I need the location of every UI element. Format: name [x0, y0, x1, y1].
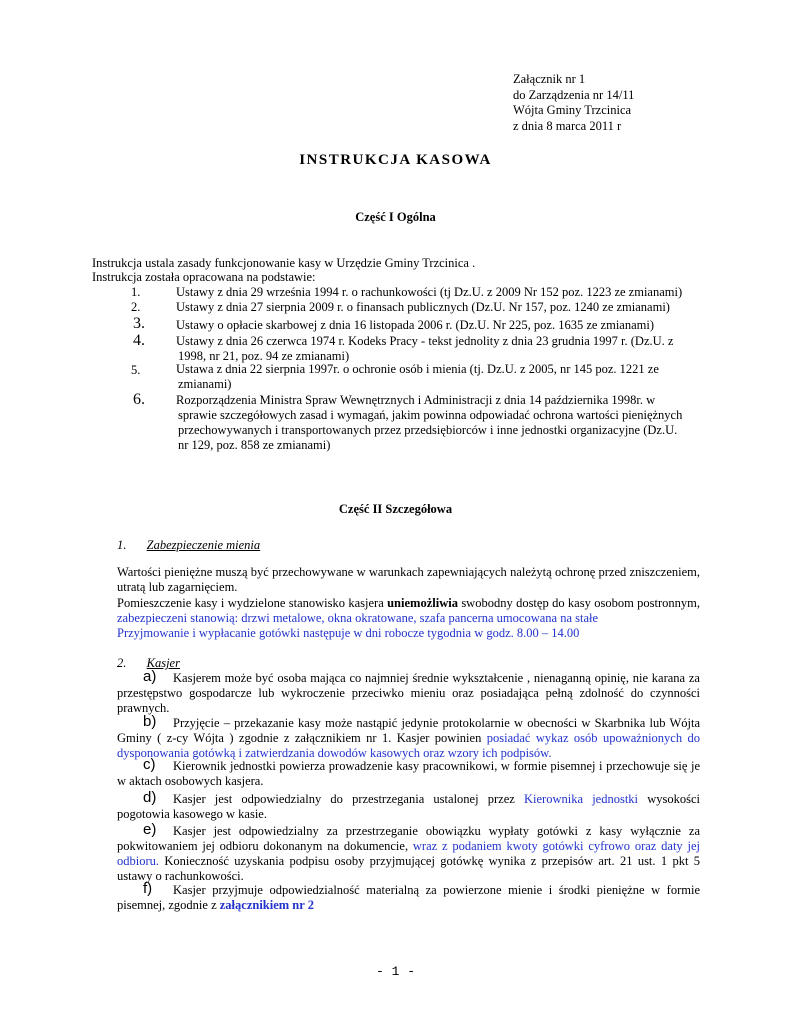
item-letter-d: d) [143, 789, 157, 806]
item-letter-c: c) [143, 756, 156, 773]
section1-paragraph-1: Wartości pieniężne muszą być przechowywane w warunkach zapewniających należytą ochronę przed zniszczeniem, utratą lub zagarnięciem. [117, 565, 700, 594]
section2-number: 2. [117, 656, 127, 670]
item-c-text [117, 759, 700, 789]
text-run: Kasjerem może być osoba mająca co najmniej średnie wykształcenie , nienaganną opinię, nie karana za przestępstwo gospodarcze lub wykroczenie przeciwko mieniu oraz posiadająca pełną zdolność do czynności prawnych. [117, 671, 700, 715]
item-b-text [117, 716, 700, 761]
list-item-line: Rozporządzenia Ministra Spraw Wewnętrznych i Administracji z dnia 14 października 1998r. w [176, 393, 656, 407]
list-item-line: 1998, nr 21, poz. 94 ze zmianami) [178, 349, 350, 363]
list-item-line: nr 129, poz. 858 ze zmianami) [178, 438, 331, 452]
attachment-line-1: Załącznik nr 1 [513, 72, 586, 86]
text-run: Kasjer jest odpowiedzialny za przestrzeganie obowiązku wypłaty gotówki z kasy wyłącznie za pokwitowaniem jej odbioru dokonanym na dokumencie, [117, 824, 700, 853]
list-item-line: przechowywanych i transportowanych przez przedsiębiorców i inne jednostki organizacyjne (Dz.U. [178, 423, 678, 437]
list-item [176, 393, 716, 453]
part1-heading: Część I Ogólna [355, 210, 436, 224]
item-letter-f: f) [143, 880, 153, 897]
attachment-line-4: z dnia 8 marca 2011 r [513, 118, 622, 133]
list-item-line: Ustawy z dnia 26 czerwca 1974 r. Kodeks Pracy - tekst jednolity z dnia 23 grudnia 1997 r. (Dz.U. z [176, 334, 674, 348]
blue-text: Kierownika jednostki [524, 792, 639, 806]
list-number: 6. [133, 391, 145, 408]
list-item: Ustawy o opłacie skarbowej z dnia 16 listopada 2006 r. (Dz.U. Nr 225, poz. 1635 ze zmianami) [176, 318, 654, 332]
text-run: wysokości pogotowia kasowego w kasie. [117, 792, 700, 821]
text-run: swobodny dostęp do kasy osobom postronnym, [457, 596, 701, 610]
intro-line-2: Instrukcja została opracowana na podstawie: [92, 270, 316, 284]
item-e-text [117, 824, 700, 884]
list-number: 1. [131, 285, 141, 299]
list-item [176, 362, 716, 392]
blue-text: zabezpieczeni stanowią: drzwi metalowe, okna okratowane, szafa pancerna umocowana na stałe [117, 611, 599, 625]
list-item: Ustawy z dnia 29 września 1994 r. o rachunkowości (tj Dz.U. z 2009 Nr 152 poz. 1223 ze zmianami) [176, 285, 683, 299]
bold-text: uniemożliwia [387, 596, 458, 610]
item-f-text [117, 883, 700, 913]
text-run: Pomieszczenie kasy i wydzielone stanowisko kasjera [117, 596, 388, 610]
item-a-text [117, 671, 700, 716]
section1-title: Zabezpieczenie mienia [146, 538, 261, 552]
item-letter-e: e) [143, 821, 157, 838]
attachment-note [513, 72, 634, 134]
section1-number: 1. [117, 538, 127, 552]
item-d-text [117, 792, 700, 822]
list-item: Ustawy z dnia 27 sierpnia 2009 r. o finansach publicznych (Dz.U. Nr 157, poz. 1240 ze zmianami) [176, 300, 670, 314]
list-item-line: zmianami) [178, 377, 232, 391]
text-run: Przyjęcie – przekazanie kasy może nastąpić jedynie protokolarnie w obecności w Skarbnika lub Wójta Gminy ( z-cy Wójta ) zgodnie z załącznikiem nr 1. Kasjer powinien [117, 716, 700, 745]
list-item-line: sprawie szczegółowych zasad i wymagań, jakim powinna odpowiadać ochrona wartości pieniężnych [178, 408, 683, 422]
list-number: 5. [131, 363, 141, 377]
item-letter-b: b) [143, 713, 157, 730]
list-number: 4. [133, 332, 145, 349]
text-run: Konieczność uzyskania podpisu osoby przyjmującej gotówkę wynika z przepisów art. 21 ust. 1 pkt 5 ustawy o rachunkowości. [117, 854, 700, 883]
section1-paragraph-3: Przyjmowanie i wypłacanie gotówki następuje w dni robocze tygodnia w godz. 8.00 – 14.00 [117, 626, 580, 640]
document-title: INSTRUKCJA KASOWA [299, 152, 492, 168]
section1-heading [117, 538, 260, 553]
blue-text: wraz z podaniem kwoty gotówki cyfrowo oraz daty jej odbioru. [117, 839, 700, 868]
list-number: 2. [131, 300, 141, 314]
intro-line-1: Instrukcja ustala zasady funkcjonowanie kasy w Urzędzie Gminy Trzcinica . [92, 256, 476, 270]
section2-title: Kasjer [146, 656, 180, 670]
text-run: Kasjer jest odpowiedzialny do przestrzegania ustalonej przez [173, 792, 524, 806]
item-letter-a: a) [143, 668, 157, 685]
text-run: Kasjer przyjmuje odpowiedzialność materialną za powierzone mienie i środki pieniężne w formie pisemnej, zgodnie z [117, 883, 700, 912]
list-item [176, 334, 716, 364]
blue-text: posiadać wykaz osób upoważnionych do dysponowania gotówką i zatwierdzania dowodów kasowych oraz wzory ich podpisów. [117, 731, 700, 760]
page-number: - 1 - [375, 964, 415, 979]
attachment-line-3: Wójta Gminy Trzcinica [513, 103, 632, 117]
text-run: Kierownik jednostki powierza prowadzenie kasy pracownikowi, w formie pisemnej i przechowuje się je w aktach osobowych kasjera. [117, 759, 700, 788]
list-item-line: Ustawa z dnia 22 sierpnia 1997r. o ochronie osób i mienia (tj. Dz.U. z 2005, nr 145 poz. 1221 ze [176, 362, 659, 376]
attachment-line-2: do Zarządzenia nr 14/11 [513, 87, 635, 102]
section1-paragraph-2 [117, 596, 700, 626]
part2-heading: Część II Szczegółowa [338, 502, 453, 516]
list-number: 3. [133, 315, 145, 332]
attachment-reference: załącznikiem nr 2 [219, 898, 314, 912]
